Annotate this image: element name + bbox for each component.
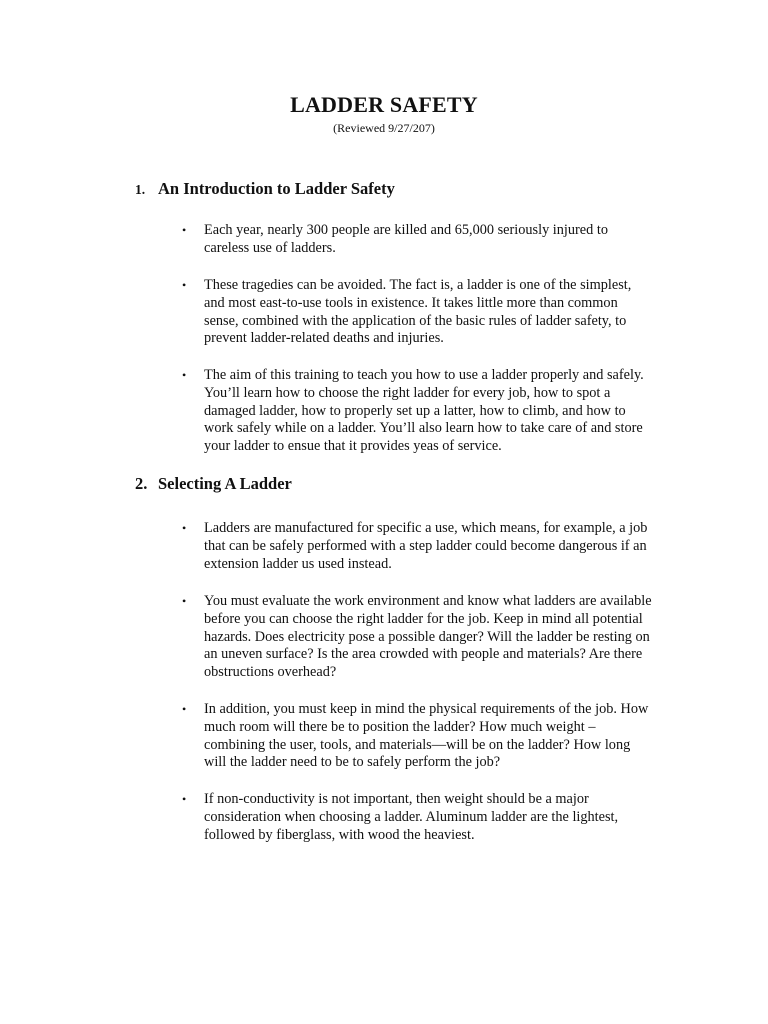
bullet-icon: • [182, 368, 187, 382]
section-number: 1. [135, 182, 146, 197]
list-item [182, 593, 652, 682]
list-item-text: In addition, you must keep in mind the physical requirements of the job. How much room will there be to position the ladder? How much weight – combining the user, tools, and materials—will be on the ladder? How long will the ladder need to be to safely perform the job? [204, 701, 649, 771]
list-item [182, 277, 652, 348]
bullet-icon: • [182, 792, 187, 806]
bullet-icon: • [182, 278, 187, 292]
list-item [182, 791, 652, 844]
list-item [182, 701, 652, 772]
section-heading-introduction [135, 179, 395, 199]
bullet-icon: • [182, 521, 187, 535]
review-date: (Reviewed 9/27/207) [333, 121, 435, 135]
list-item-text: Each year, nearly 300 people are killed and 65,000 seriously injured to careless use of ladders. [204, 222, 608, 256]
bullet-icon: • [182, 594, 187, 608]
bullet-icon: • [182, 702, 187, 716]
list-item-text: You must evaluate the work environment and know what ladders are available before you can choose the right ladder for the job. Keep in mind all potential hazards. Does electricity pose a possible danger? Will the ladder be resting on an uneven surface? Is the area crowded with people and materials? Are there obstructions overhead? [204, 593, 652, 681]
list-item-text: These tragedies can be avoided. The fact is, a ladder is one of the simplest, and most east-to-use tools in existence. It takes little more than common sense, combined with the application of the basic rules of ladder safety, to prevent ladder-related deaths and injuries. [204, 277, 632, 347]
bullet-icon: • [182, 223, 187, 237]
list-item-text: Ladders are manufactured for specific a use, which means, for example, a job that can be safely performed with a step ladder could become dangerous if an extension ladder us used instead. [204, 520, 648, 572]
section-title: Selecting A Ladder [158, 474, 292, 493]
list-item [182, 520, 652, 573]
list-item [182, 367, 652, 456]
document-title: LADDER SAFETY [290, 92, 478, 117]
section-title: An Introduction to Ladder Safety [158, 179, 395, 198]
list-item-text: The aim of this training to teach you how to use a ladder properly and safely. You’ll learn how to choose the right ladder for every job, how to spot a damaged ladder, how to properly set up a latter, how to climb, and how to work safely while on a ladder. You’ll also learn how to take care of and store your ladder to ensue that it provides yeas of service. [204, 367, 644, 455]
list-item-text: If non-conductivity is not important, then weight should be a major consideration when choosing a ladder. Aluminum ladder are the lightest, followed by fiberglass, with wood the heaviest. [204, 791, 619, 843]
section-number: 2. [135, 474, 148, 493]
list-item [182, 222, 652, 258]
section-heading-selecting-a-ladder [135, 474, 292, 494]
